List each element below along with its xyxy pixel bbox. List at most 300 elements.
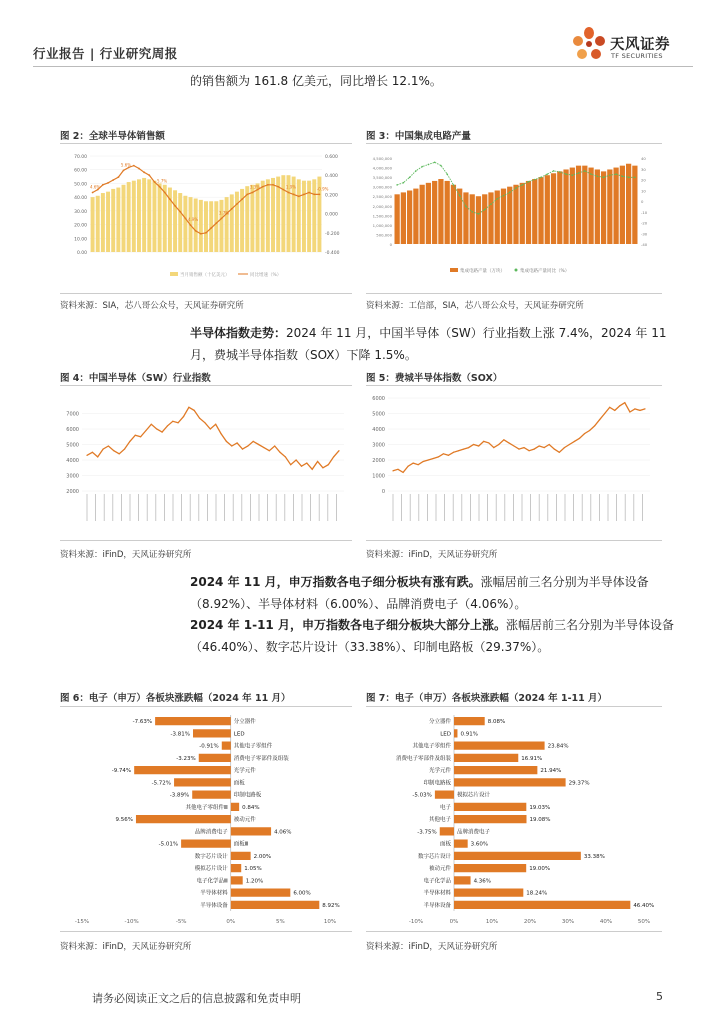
fig5-index-point: [488, 442, 489, 443]
fig2-bar: [106, 192, 110, 252]
fig2-growth-point: [241, 198, 243, 200]
fig5-index-point: [428, 459, 429, 460]
fig5-index-point: [559, 452, 560, 453]
fig3-growth-point: [459, 195, 461, 197]
fig2-bar: [111, 189, 115, 252]
fig3-ytick-label: 2,000,000: [372, 203, 392, 209]
fig2-growth-point: [231, 208, 233, 210]
fig2-growth-point: [288, 192, 290, 194]
fig6-data-label: -0.91%: [199, 743, 219, 750]
fig2-bar: [235, 192, 239, 252]
fig2-growth-point: [102, 184, 104, 186]
fig5-index-point: [634, 408, 635, 409]
fig2-ytick-label: 30.00: [74, 209, 87, 215]
fig2-bar: [132, 181, 136, 252]
fig2-growth-point: [159, 186, 161, 188]
fig3-growth-point: [634, 177, 636, 179]
fig2-ytick-label: 0.00: [76, 251, 87, 256]
fig3-growth-point: [565, 173, 567, 175]
fig5-index-point: [564, 447, 565, 448]
fig3-growth-point: [428, 164, 430, 166]
fig7-chart: [366, 707, 662, 931]
fig3-growth-point: [446, 173, 448, 175]
fig4-index-point: [119, 453, 120, 454]
fig4-index-point: [183, 416, 184, 417]
fig2-ytick-right-label: -0.200: [325, 231, 340, 237]
fig5-source: 资料来源：iFinD，天风证券研究所: [366, 550, 498, 560]
fig3-growth-point: [534, 179, 536, 181]
fig3-bar: [482, 194, 487, 244]
fig3-growth-point: [546, 173, 548, 175]
fig7-bar: [454, 876, 471, 884]
fig2-bar: [127, 182, 131, 252]
fig3-bar: [463, 192, 468, 244]
fig3-bar: [426, 183, 431, 244]
fig2-bar: [101, 193, 105, 252]
fig3-growth-point: [503, 195, 505, 197]
fig2-ytick-label: 10.00: [74, 237, 87, 243]
fig7-data-label: 29.37%: [568, 780, 590, 787]
fig5-index-point: [624, 402, 625, 403]
fig5-index-point: [528, 450, 529, 451]
fig3-bar: [563, 169, 568, 244]
fig2-growth-point: [205, 232, 207, 234]
fig5-index-point: [534, 449, 535, 450]
fig2-bar: [312, 179, 316, 252]
fig3-growth-point: [478, 213, 480, 215]
fig6-xtick-label: -15%: [74, 919, 90, 925]
fig2-bar: [147, 179, 151, 252]
fig6-bar: [155, 717, 231, 725]
fig2-bar: [230, 194, 234, 252]
fig3-growth-point: [403, 182, 405, 184]
fig7-bar: [454, 742, 545, 750]
fig7-category-label: 品牌消费电子: [457, 829, 491, 836]
fig6-data-label: 0.84%: [242, 804, 260, 811]
fig3-bar: [538, 177, 543, 244]
fig3-growth-point: [521, 184, 523, 186]
fig2-growth-point: [154, 181, 156, 183]
fig5-index-point: [423, 461, 424, 462]
fig6-xtick-label: -10%: [124, 919, 139, 925]
fig5-index-point: [599, 419, 600, 420]
fig3-bar: [595, 169, 600, 244]
fig3-bar: [520, 183, 525, 244]
fig2-growth-point: [123, 170, 125, 172]
fig2-growth-point: [164, 192, 166, 194]
fig3-growth-point: [396, 184, 398, 186]
fig2-growth-point: [246, 194, 248, 196]
fig6-bar: [134, 766, 231, 774]
fig2-data-label: 5.6%: [120, 162, 132, 168]
fig2-data-label: -0.9%: [316, 186, 329, 192]
fig7-data-label: 19.00%: [529, 866, 551, 873]
fig7-category-label: LED: [440, 731, 451, 738]
fig5-index-point: [518, 449, 519, 450]
fig7-title: 图 7：电子（申万）各板块涨跌幅（2024 年 1-11 月）: [366, 693, 608, 704]
fig5-index-point: [539, 445, 540, 446]
fig2-data-label: 4.9%: [187, 217, 199, 223]
fig4-source: 资料来源：iFinD，天风证券研究所: [60, 550, 192, 560]
fig4-index-point: [108, 445, 109, 446]
fig5-index-point: [639, 410, 640, 411]
fig4-index-point: [312, 469, 313, 470]
fig5-index-point: [619, 405, 620, 406]
fig2-bar: [281, 175, 285, 252]
fig3-growth-point: [409, 177, 411, 179]
fig2-title: 图 2：全球半导体销售额: [60, 131, 165, 142]
fig2-bar: [173, 190, 177, 252]
fig2-growth-point: [200, 233, 202, 235]
fig2-growth-point: [319, 194, 321, 196]
fig3-ytick-label: 2,500,000: [372, 194, 392, 200]
fig5-index-point: [604, 413, 605, 414]
fig5-chart-box: [366, 385, 662, 541]
fig5-ytick-label: 4000: [372, 427, 385, 433]
fig6-bar: [231, 852, 251, 860]
fig5-index-point: [473, 444, 474, 445]
ytd-paragraph-text: 涨幅居前三名分别为半导体设备（46.40%）、数字芯片设计（33.38%）、印制电路板（29.37%）。: [190, 618, 674, 654]
fig5-index-point: [438, 456, 439, 457]
fig4-index-point: [338, 450, 339, 451]
fig7-xtick-label: 0%: [449, 919, 459, 925]
fig3-bar: [407, 190, 412, 244]
fig5-index-point: [554, 449, 555, 450]
fig3-bar: [451, 185, 456, 244]
fig2-growth-point: [298, 195, 300, 197]
fig2-chart-box: [60, 143, 352, 294]
fig2-bar: [96, 196, 100, 252]
fig6-category-label: 光学元件: [233, 768, 256, 775]
fig5-index-point: [392, 470, 393, 471]
fig6-category-label: 面板: [233, 780, 245, 787]
fig3-growth-point: [484, 209, 486, 211]
fig6-title: 图 6：电子（申万）各板块涨跌幅（2024 年 11 月）: [60, 693, 291, 704]
fig7-data-label: -3.75%: [417, 829, 437, 836]
fig7-category-label: 数字芯片设计: [417, 853, 451, 860]
nov-paragraph: [190, 571, 676, 615]
fig4-index-point: [296, 459, 297, 460]
fig5-index-point: [579, 438, 580, 439]
fig3-bar: [582, 166, 587, 244]
fig7-category-label: 半导体设备: [423, 902, 451, 909]
fig5-index-point: [549, 444, 550, 445]
fig7-bar: [454, 766, 537, 774]
fig4-index-point: [145, 430, 146, 431]
logo-text: 天风证券: [610, 37, 670, 53]
fig2-data-label: 3.7%: [218, 210, 230, 216]
fig6-category-label: 电子化学品Ⅲ: [196, 878, 228, 885]
logo-subtext: TF SECURITIES: [611, 52, 663, 60]
fig4-index-point: [333, 456, 334, 457]
fig2-growth-point: [184, 218, 186, 220]
page-number: 5: [656, 990, 663, 1003]
fig6-data-label: -3.81%: [170, 731, 191, 738]
fig3-growth-point: [415, 170, 417, 172]
fig4-index-point: [290, 464, 291, 465]
fig2-ytick-right-label: 0.000: [325, 212, 338, 218]
fig3-growth-point: [597, 175, 599, 177]
fig3-bar: [526, 181, 531, 244]
index-paragraph-bold: 半导体指数走势：: [190, 326, 287, 340]
fig2-growth-point: [117, 176, 119, 178]
fig4-index-point: [161, 432, 162, 433]
fig2-growth-point: [169, 198, 171, 200]
ytd-paragraph-bold: 2024 年 1-11 月，申万指数各电子细分板块大部分上涨。: [190, 618, 506, 632]
fig3-ytick-label: 1,500,000: [372, 213, 392, 219]
fig5-chart: [366, 386, 662, 540]
fig4-index-point: [167, 425, 168, 426]
fig4-index-point: [199, 418, 200, 419]
fig5-index-point: [458, 450, 459, 451]
fig7-data-label: 4.36%: [473, 878, 492, 885]
header-divider: [33, 66, 693, 67]
fig3-bar: [432, 181, 437, 244]
fig2-growth-point: [148, 174, 150, 176]
fig7-data-label: -5.03%: [412, 792, 432, 799]
fig7-xtick-label: 10%: [485, 919, 499, 925]
fig6-data-label: 4.06%: [274, 829, 292, 836]
fig7-chart-box: [366, 706, 662, 932]
fig3-bar: [607, 169, 612, 244]
fig2-bar: [158, 183, 162, 252]
fig3-growth-point: [540, 177, 542, 179]
fig2-growth-point: [143, 171, 145, 173]
fig7-data-label: 19.08%: [529, 817, 551, 824]
fig2-growth-point: [236, 203, 238, 205]
nov-paragraph-bold: 2024 年 11 月，申万指数各电子细分板块有涨有跌。: [190, 575, 481, 589]
fig2-bar: [266, 179, 270, 252]
fig5-ytick-label: 5000: [372, 411, 385, 418]
index-paragraph: [190, 322, 676, 366]
fig3-growth-point: [584, 170, 586, 172]
fig2-growth-point: [107, 182, 109, 184]
fig7-bar: [454, 852, 581, 860]
fig3-growth-point: [453, 184, 455, 186]
fig5-index-point: [408, 466, 409, 467]
fig7-category-label: 面板: [439, 841, 451, 848]
fig3-ytick-right-label: -10: [641, 209, 648, 215]
fig2-source: 资料来源：SIA，芯八哥公众号，天风证券研究所: [60, 301, 244, 311]
fig2-growth-point: [195, 230, 197, 232]
fig3-bar: [470, 194, 475, 244]
fig4-index-point: [285, 456, 286, 457]
fig7-category-label: 电子: [439, 804, 451, 811]
fig6-bar: [193, 729, 231, 737]
fig3-bar: [395, 194, 400, 244]
fig4-index-point: [274, 445, 275, 446]
fig6-source: 资料来源：iFinD，天风证券研究所: [60, 942, 192, 952]
fig2-growth-point: [252, 192, 254, 194]
fig6-bar: [174, 778, 231, 786]
fig4-index-point: [178, 422, 179, 423]
fig3-bar: [401, 192, 406, 244]
fig7-xtick-label: 30%: [561, 919, 575, 925]
fig5-index-point: [569, 444, 570, 445]
fig5-index-point: [397, 469, 398, 470]
fig6-bar: [222, 742, 231, 750]
fig3-chart: [366, 144, 662, 293]
fig7-data-label: 23.84%: [547, 743, 569, 750]
fig3-growth-point: [615, 173, 617, 175]
fig2-growth-point: [221, 218, 223, 220]
fig7-bar: [454, 754, 518, 762]
fig5-index-point: [493, 447, 494, 448]
fig2-growth-point: [262, 186, 264, 188]
fig4-index-point: [215, 424, 216, 425]
fig2-legend-label: 同比增速（%）: [250, 273, 282, 278]
fig6-bar: [231, 876, 243, 884]
fig2-bar: [261, 181, 265, 252]
fig7-category-label: 模拟芯片设计: [457, 792, 491, 799]
ytd-paragraph: [190, 614, 676, 658]
fig7-bar: [454, 815, 527, 823]
fig6-category-label: 模拟芯片设计: [194, 866, 228, 873]
fig6-xtick-label: 5%: [276, 919, 285, 925]
fig7-xtick-label: -10%: [408, 919, 424, 925]
fig4-index-point: [231, 445, 232, 446]
fig5-index-point: [478, 445, 479, 446]
fig2-bar: [183, 196, 187, 252]
fig6-data-label: 6.00%: [293, 890, 311, 897]
fig3-growth-point: [515, 187, 517, 189]
fig3-bar: [626, 164, 631, 244]
fig5-index-point: [443, 453, 444, 454]
fig2-growth-point: [272, 184, 274, 186]
index-paragraph-text: 2024 年 11 月，中国半导体（SW）行业指数上涨 7.4%，2024 年 11 月，费城半导体指数（SOX）下降 1.5%。: [190, 326, 667, 362]
fig3-growth-point: [528, 181, 530, 183]
fig3-legend-swatch-line: [515, 269, 518, 272]
fig3-bar: [476, 196, 481, 244]
fig7-data-label: 19.03%: [529, 804, 551, 811]
fig3-chart-box: [366, 143, 662, 294]
fig3-ytick-label: 3,000,000: [372, 184, 392, 190]
fig6-data-label: -5.72%: [151, 780, 172, 787]
fig4-chart-box: [60, 385, 352, 541]
fig4-index-point: [328, 464, 329, 465]
fig3-bar: [532, 179, 537, 244]
fig7-bar: [454, 864, 526, 872]
fig2-bar: [225, 197, 229, 252]
fig7-data-label: 0.91%: [460, 731, 478, 738]
fig3-growth-point: [434, 162, 436, 164]
fig3-growth-point: [603, 177, 605, 179]
fig3-source: 资料来源：工信部，SIA，芯八哥公众号，天风证券研究所: [366, 301, 584, 311]
fig3-ytick-right-label: 30: [641, 166, 646, 172]
fig3-growth-point: [509, 192, 511, 194]
fig5-ytick-label: 3000: [372, 442, 385, 449]
fig7-category-label: 其他电子零组件: [412, 743, 451, 750]
fig4-index-point: [102, 449, 103, 450]
fig4-ytick-label: 4000: [66, 458, 79, 464]
fig7-category-label: 光学元件: [428, 768, 451, 775]
fig5-index-point: [413, 463, 414, 464]
fig3-ytick-right-label: -30: [641, 231, 648, 237]
fig6-bar: [199, 754, 231, 762]
fig3-growth-point: [490, 203, 492, 205]
fig3-ytick-right-label: 20: [641, 177, 646, 183]
fig2-bar: [91, 197, 95, 252]
fig6-data-label: 9.56%: [115, 817, 133, 824]
fig4-index-point: [269, 450, 270, 451]
fig3-bar: [576, 166, 581, 244]
fig3-legend-swatch-bar: [450, 268, 458, 272]
fig2-growth-point: [210, 227, 212, 229]
fig5-index-point: [463, 449, 464, 450]
fig6-bar: [192, 791, 231, 799]
fig6-data-label: 1.20%: [245, 878, 264, 885]
footer-disclaimer: 请务必阅读正文之后的信息披露和免责申明: [92, 992, 301, 1005]
fig2-chart: [60, 144, 352, 293]
fig3-bar: [513, 185, 518, 244]
fig3-ytick-label: 0: [389, 242, 392, 247]
fig2-growth-point: [308, 192, 310, 194]
brand-logo: [569, 24, 695, 66]
fig2-bar: [116, 188, 120, 252]
fig3-growth-point: [440, 165, 442, 167]
fig2-bar: [199, 200, 203, 252]
fig4-index-point: [135, 435, 136, 436]
fig6-category-label: 半导体材料: [200, 890, 228, 897]
fig2-growth-point: [267, 184, 269, 186]
fig2-ytick-right-label: 0.200: [325, 193, 338, 199]
fig3-legend-label: 集成电路产量（万块）: [460, 269, 505, 274]
fig7-data-label: 8.08%: [487, 719, 506, 726]
fig4-index-point: [113, 450, 114, 451]
fig5-index-point: [644, 408, 645, 409]
fig4-ytick-label: 7000: [66, 411, 79, 418]
fig5-index-line: [393, 403, 645, 473]
fig3-growth-point: [590, 173, 592, 175]
fig5-index-point: [609, 407, 610, 408]
fig2-growth-point: [174, 205, 176, 207]
fig4-index-point: [156, 428, 157, 429]
fig2-ytick-right-label: -0.400: [325, 251, 340, 256]
fig3-ytick-right-label: -20: [641, 220, 648, 226]
fig2-bar: [142, 178, 146, 252]
fig5-ytick-label: 1000: [372, 473, 385, 480]
fig3-growth-point: [553, 170, 555, 172]
fig5-index-point: [589, 430, 590, 431]
fig2-bar: [137, 179, 141, 252]
fig3-ytick-right-label: 40: [641, 156, 646, 161]
fig4-index-point: [86, 455, 87, 456]
fig5-index-point: [498, 444, 499, 445]
fig2-bar: [122, 185, 126, 252]
fig6-xtick-label: 10%: [323, 919, 337, 925]
fig4-index-point: [210, 428, 211, 429]
fig5-index-point: [448, 455, 449, 456]
fig5-index-point: [574, 441, 575, 442]
fig4-ytick-label: 5000: [66, 442, 79, 449]
nov-paragraph-text: 涨幅居前三名分别为半导体设备（8.92%）、半导体材料（6.00%）、品牌消费电子（4.06%）。: [190, 575, 649, 611]
fig3-growth-point: [609, 174, 611, 176]
fig4-index-point: [226, 441, 227, 442]
fig4-index-point: [258, 444, 259, 445]
fig5-index-point: [508, 442, 509, 443]
fig2-growth-point: [215, 222, 217, 224]
fig2-growth-point: [277, 186, 279, 188]
fig6-data-label: -5.01%: [158, 841, 179, 848]
fig2-ytick-label: 70.00: [74, 155, 87, 160]
fig2-ytick-right-label: 0.400: [325, 174, 338, 180]
fig7-bar: [454, 717, 485, 725]
fig3-bar: [488, 192, 493, 244]
fig7-data-label: 18.24%: [526, 890, 548, 897]
fig6-bar: [136, 815, 231, 823]
fig3-bar: [438, 179, 443, 244]
fig3-growth-point: [622, 175, 624, 177]
